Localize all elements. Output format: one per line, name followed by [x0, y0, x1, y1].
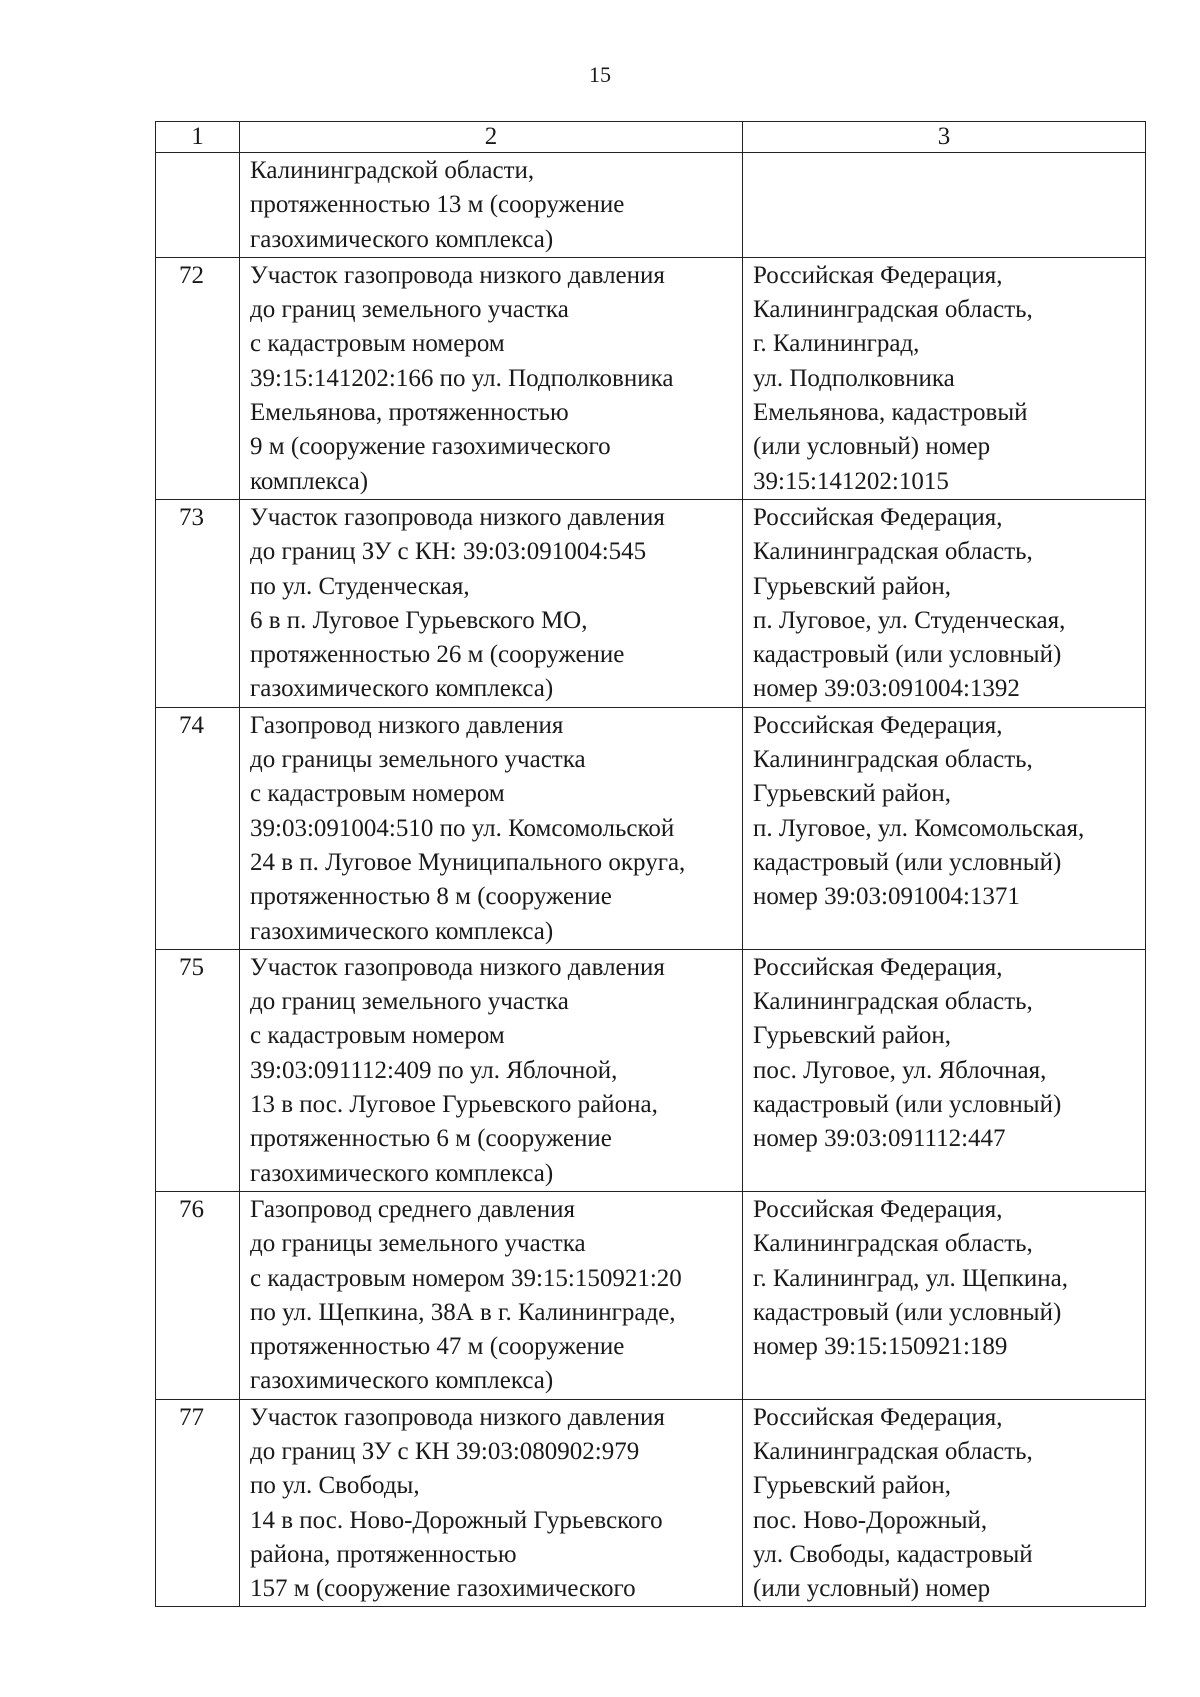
address-line: Калининградская область, [753, 1230, 1033, 1258]
object-description [240, 1399, 743, 1607]
row-number: 72 [156, 257, 240, 499]
address-line: Калининградская область, [753, 746, 1033, 774]
description-line: 24 в п. Луговое Муниципального округа, [250, 848, 686, 876]
description-line: Газопровод низкого давления [250, 711, 564, 739]
address-line: кадастровый (или условный) [753, 1298, 1062, 1326]
description-line: Участок газопровода низкого давления [250, 953, 665, 981]
description-line: 157 м (сооружение газохимического [250, 1575, 636, 1603]
address-line: кадастровый (или условный) [753, 641, 1062, 669]
address-line: Российская Федерация, [753, 1195, 1003, 1223]
object-address [743, 257, 1146, 499]
row-number: 75 [156, 949, 240, 1191]
table-header-row [156, 122, 1146, 153]
table-row [156, 257, 1146, 499]
table-row [156, 499, 1146, 707]
description-line: до границ земельного участка [250, 988, 569, 1016]
address-line: Российская Федерация, [753, 261, 1003, 289]
column-header-description: 2 [240, 122, 743, 153]
description-line: 39:03:091112:409 по ул. Яблочной, [250, 1056, 618, 1084]
address-line: Российская Федерация, [753, 1403, 1003, 1431]
row-number: 74 [156, 707, 240, 949]
description-line: с кадастровым номером 39:15:150921:20 [250, 1264, 682, 1292]
page-number: 15 [589, 62, 611, 87]
object-address [743, 499, 1146, 707]
address-line: г. Калининград, ул. Щепкина, [753, 1264, 1068, 1292]
description-line: газохимического комплекса) [250, 225, 554, 253]
description-line: 14 в пос. Ново-Дорожный Гурьевского [250, 1506, 663, 1534]
address-line: ул. Свободы, кадастровый [753, 1540, 1033, 1568]
object-description [240, 257, 743, 499]
address-line: номер 39:03:091004:1371 [753, 883, 1020, 911]
description-line: с кадастровым номером [250, 780, 505, 808]
address-line: г. Калининград, [753, 330, 920, 358]
object-address [743, 949, 1146, 1191]
address-line: Российская Федерация, [753, 711, 1003, 739]
description-line: по ул. Студенческая, [250, 572, 470, 600]
table-row [156, 949, 1146, 1191]
table-row [156, 153, 1146, 258]
row-number: 76 [156, 1191, 240, 1399]
description-line: по ул. Щепкина, 38А в г. Калининграде, [250, 1298, 676, 1326]
row-number: 73 [156, 499, 240, 707]
address-line: Гурьевский район, [753, 1472, 952, 1500]
objects-table [155, 121, 1146, 1607]
address-line: Емельянова, кадастровый [753, 399, 1028, 427]
description-line: до границ ЗУ с КН: 39:03:091004:545 [250, 538, 647, 566]
column-header-number: 1 [156, 122, 240, 153]
description-line: газохимического комплекса) [250, 675, 554, 703]
table-row [156, 1399, 1146, 1607]
description-line: 39:03:091004:510 по ул. Комсомольской [250, 814, 675, 842]
address-line: номер 39:15:150921:189 [753, 1333, 1008, 1361]
address-line: п. Луговое, ул. Комсомольская, [753, 814, 1085, 842]
row-number: 77 [156, 1399, 240, 1607]
table-body [156, 153, 1146, 1607]
description-line: Участок газопровода низкого давления [250, 261, 665, 289]
description-line: 6 в п. Луговое Гурьевского МО, [250, 606, 588, 634]
object-address [743, 1399, 1146, 1607]
description-line: Емельянова, протяженностью [250, 399, 569, 427]
address-line: Калининградская область, [753, 538, 1033, 566]
description-line: протяженностью 6 м (сооружение [250, 1125, 612, 1153]
description-line: газохимического комплекса) [250, 1159, 554, 1187]
description-line: Калининградской области, [250, 157, 535, 184]
description-line: комплекса) [250, 467, 369, 495]
description-line: по ул. Свободы, [250, 1472, 420, 1500]
address-line: (или условный) номер [753, 433, 991, 461]
description-line: Газопровод среднего давления [250, 1195, 575, 1223]
description-line: 13 в пос. Луговое Гурьевского района, [250, 1091, 658, 1119]
description-line: до границы земельного участка [250, 1230, 586, 1258]
description-line: протяженностью 8 м (сооружение [250, 883, 612, 911]
address-line: номер 39:03:091004:1392 [753, 675, 1020, 703]
description-line: с кадастровым номером [250, 1022, 505, 1050]
address-line: ул. Подполковника [753, 364, 955, 392]
address-line: 39:15:141202:1015 [753, 467, 949, 495]
address-line: Калининградская область, [753, 296, 1033, 324]
object-address [743, 707, 1146, 949]
description-line: до границ земельного участка [250, 296, 569, 324]
object-description [240, 1191, 743, 1399]
address-line: пос. Луговое, ул. Яблочная, [753, 1056, 1047, 1084]
object-description [240, 153, 743, 258]
description-line: газохимического комплекса) [250, 1367, 554, 1395]
description-line: протяженностью 13 м (сооружение [250, 191, 625, 219]
address-line: Российская Федерация, [753, 503, 1003, 531]
object-description [240, 949, 743, 1191]
object-address [743, 1191, 1146, 1399]
description-line: района, протяженностью [250, 1540, 517, 1568]
description-line: Участок газопровода низкого давления [250, 1403, 665, 1431]
description-line: газохимического комплекса) [250, 917, 554, 945]
table-row [156, 1191, 1146, 1399]
address-line: п. Луговое, ул. Студенческая, [753, 606, 1066, 634]
description-line: с кадастровым номером [250, 330, 505, 358]
description-line: до границы земельного участка [250, 746, 586, 774]
address-line: кадастровый (или условный) [753, 848, 1062, 876]
address-line: Гурьевский район, [753, 572, 952, 600]
address-line: пос. Ново-Дорожный, [753, 1506, 988, 1534]
description-line: Участок газопровода низкого давления [250, 503, 665, 531]
address-line: Калининградская область, [753, 988, 1033, 1016]
address-line: Калининградская область, [753, 1437, 1033, 1465]
address-line: Гурьевский район, [753, 1022, 952, 1050]
description-line: 39:15:141202:166 по ул. Подполковника [250, 364, 674, 392]
description-line: протяженностью 26 м (сооружение [250, 641, 625, 669]
description-line: протяженностью 47 м (сооружение [250, 1333, 625, 1361]
address-line: Гурьевский район, [753, 780, 952, 808]
address-line: номер 39:03:091112:447 [753, 1125, 1006, 1153]
description-line: 9 м (сооружение газохимического [250, 433, 611, 461]
table-row [156, 707, 1146, 949]
object-description [240, 499, 743, 707]
address-line: Российская Федерация, [753, 953, 1003, 981]
object-address [743, 153, 1146, 258]
object-description [240, 707, 743, 949]
row-number [156, 153, 240, 258]
column-header-address: 3 [743, 122, 1146, 153]
address-line: кадастровый (или условный) [753, 1091, 1062, 1119]
description-line: до границ ЗУ с КН 39:03:080902:979 [250, 1437, 640, 1465]
address-line: (или условный) номер [753, 1575, 991, 1603]
